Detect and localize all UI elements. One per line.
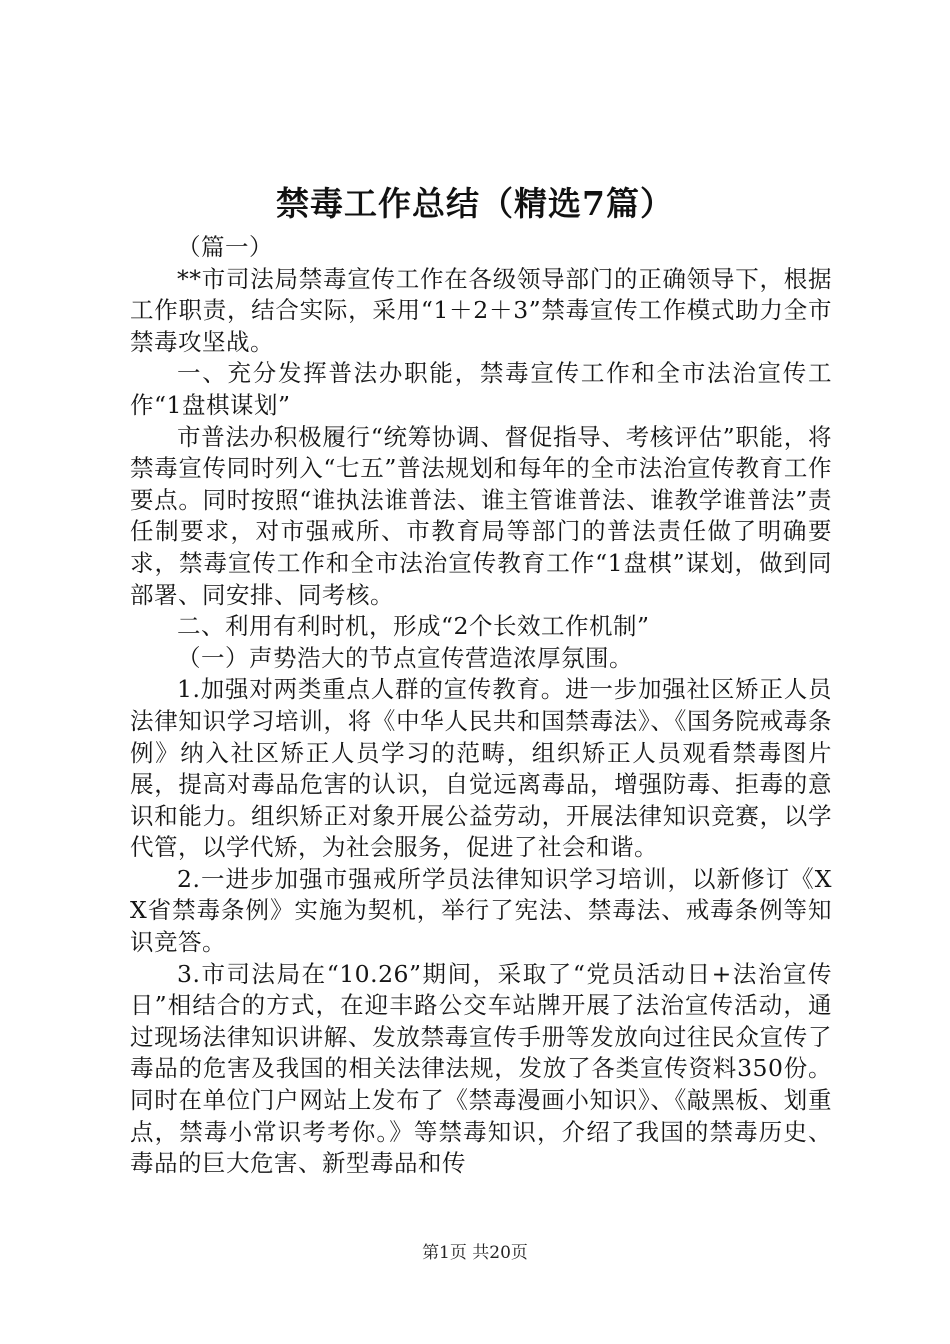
document-title: 禁毒工作总结（精选7篇） <box>276 184 674 223</box>
paragraph: 1.加强对两类重点人群的宣传教育。进一步加强社区矫正人员法律知识学习培训，将《中华人民共和国禁毒法》、《国务院戒毒条例》纳入社区矫正人员学习的范畴，组织矫正人员观看禁毒图片展，提高对毒品危害的认识，自觉远离毒品，增强防毒、拒毒的意识和能力。组织矫正对象开展公益劳动，开展法律知识竞赛，以学代管，以学代矫，为社会服务，促进了社会和谐。 <box>130 675 832 862</box>
section-heading: 一、充分发挥普法办职能，禁毒宣传工作和全市法治宣传工作“1盘棋谋划” <box>130 359 832 419</box>
subsection-heading: （一）声势浩大的节点宣传营造浓厚氛围。 <box>177 643 633 672</box>
paragraph: **市司法局禁毒宣传工作在各级领导部门的正确领导下，根据工作职责，结合实际，采用“1＋2＋3”禁毒宣传工作模式助力全市禁毒攻坚战。 <box>130 264 832 356</box>
paragraph: 市普法办积极履行“统筹协调、督促指导、考核评估”职能，将禁毒宣传同时列入“七五”普法规划和每年的全市法治宣传教育工作要点。同时按照“谁执法谁普法、谁主管谁普法、谁教学谁普法”责任制要求，对市强戒所、市教育局等部门的普法责任做了明确要求，禁毒宣传工作和全市法治宣传教育工作“1盘棋”谋划，做到同部署、同安排、同考核。 <box>130 422 832 609</box>
section-heading: 二、利用有利时机，形成“2个长效工作机制” <box>177 612 650 641</box>
paragraph: 2.一进步加强市强戒所学员法律知识学习培训，以新修订《XX省禁毒条例》实施为契机，举行了宪法、禁毒法、戒毒条例等知识竞答。 <box>130 864 832 957</box>
page-number: 第1页 共20页 <box>422 1243 528 1263</box>
document-body <box>130 232 832 1180</box>
section-label: （篇一） <box>177 233 273 261</box>
paragraph: 3.市司法局在“10.26”期间，采取了“党员活动日+法治宣传日”相结合的方式，在迎丰路公交车站牌开展了法治宣传活动，通过现场法律知识讲解、发放禁毒宣传手册等发放向过往民众宣传了毒品的危害及我国的相关法律法规，发放了各类宣传资料350份。同时在单位门户网站上发布了《禁毒漫画小知识》、《敲黑板、划重点，禁毒小常识考考你。》等禁毒知识，介绍了我国的禁毒历史、毒品的巨大危害、新型毒品和传 <box>130 959 832 1178</box>
